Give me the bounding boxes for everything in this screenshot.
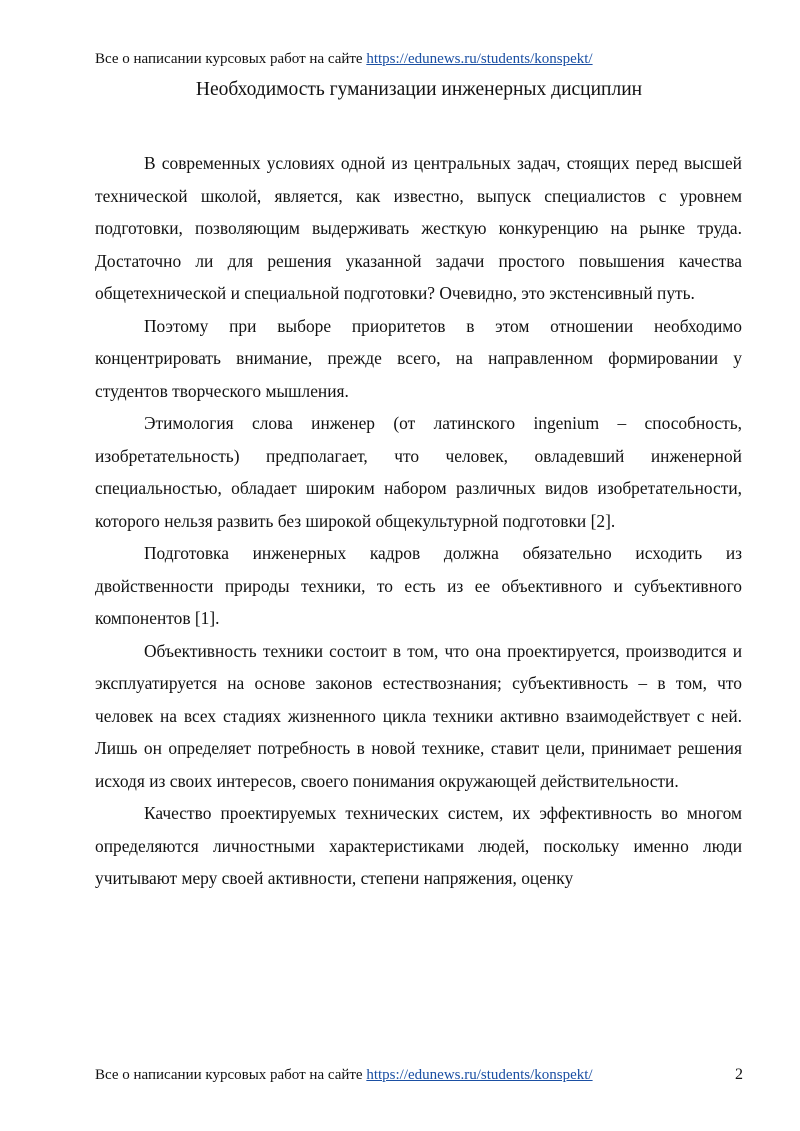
paragraph-2: Поэтому при выборе приоритетов в этом отношении необходимо концентрировать внимание, прежде всего, на направленном формировании у студентов творческого мышления.: [95, 315, 742, 401]
paragraph-5: Объективность техники состоит в том, что она проектируется, производится и эксплуатируется на основе законов естествознания; субъективность – в том, что человек на всех стадиях жизненного цикла техники активно взаимодействует с ней. Лишь он определяет потребность в новой технике, ставит цели, принимает решения исходя из своих интересов, своего понимания окружающей действительности.: [95, 640, 742, 791]
footer-link[interactable]: https://edunews.ru/students/konspekt/: [366, 1067, 593, 1083]
header-link[interactable]: https://edunews.ru/students/konspekt/: [366, 51, 593, 67]
page-number: 2: [735, 1066, 743, 1083]
paragraph-3: Этимология слова инженер (от латинского ingenium – способность, изобретательность) предполагает, что человек, овладевший инженерной специальностью, обладает широким набором различных видов изобретательности, которого нельзя развить без широкой общекультурной подготовки [2].: [95, 413, 742, 531]
footer-note: [95, 1066, 745, 1084]
paragraph-4: Подготовка инженерных кадров должна обязательно исходить из двойственности природы техники, то есть из ее объективного и субъективного компонентов [1].: [95, 543, 742, 628]
paragraph-6: Качество проектируемых технических систем, их эффективность во многом определяются личностными характеристиками людей, поскольку именно люди учитывают меру своей активности, степени напряжения, оценку: [95, 803, 742, 888]
paragraph-1: В современных условиях одной из центральных задач, стоящих перед высшей технической школой, является, как известно, выпуск специалистов с уровнем подготовки, позволяющим выдерживать жесткую конкуренцию на рынке труда. Достаточно ли для решения указанной задачи простого повышения качества общетехнической и специальной подготовки? Очевидно, это экстенсивный путь.: [95, 153, 742, 303]
document-title: Необходимость гуманизации инженерных дисциплин: [195, 79, 643, 100]
document-body: [95, 147, 742, 895]
footer-prefix: Все о написании курсовых работ на сайте: [95, 1067, 367, 1083]
header-note: [95, 50, 745, 68]
header-prefix: Все о написании курсовых работ на сайте: [95, 51, 367, 67]
